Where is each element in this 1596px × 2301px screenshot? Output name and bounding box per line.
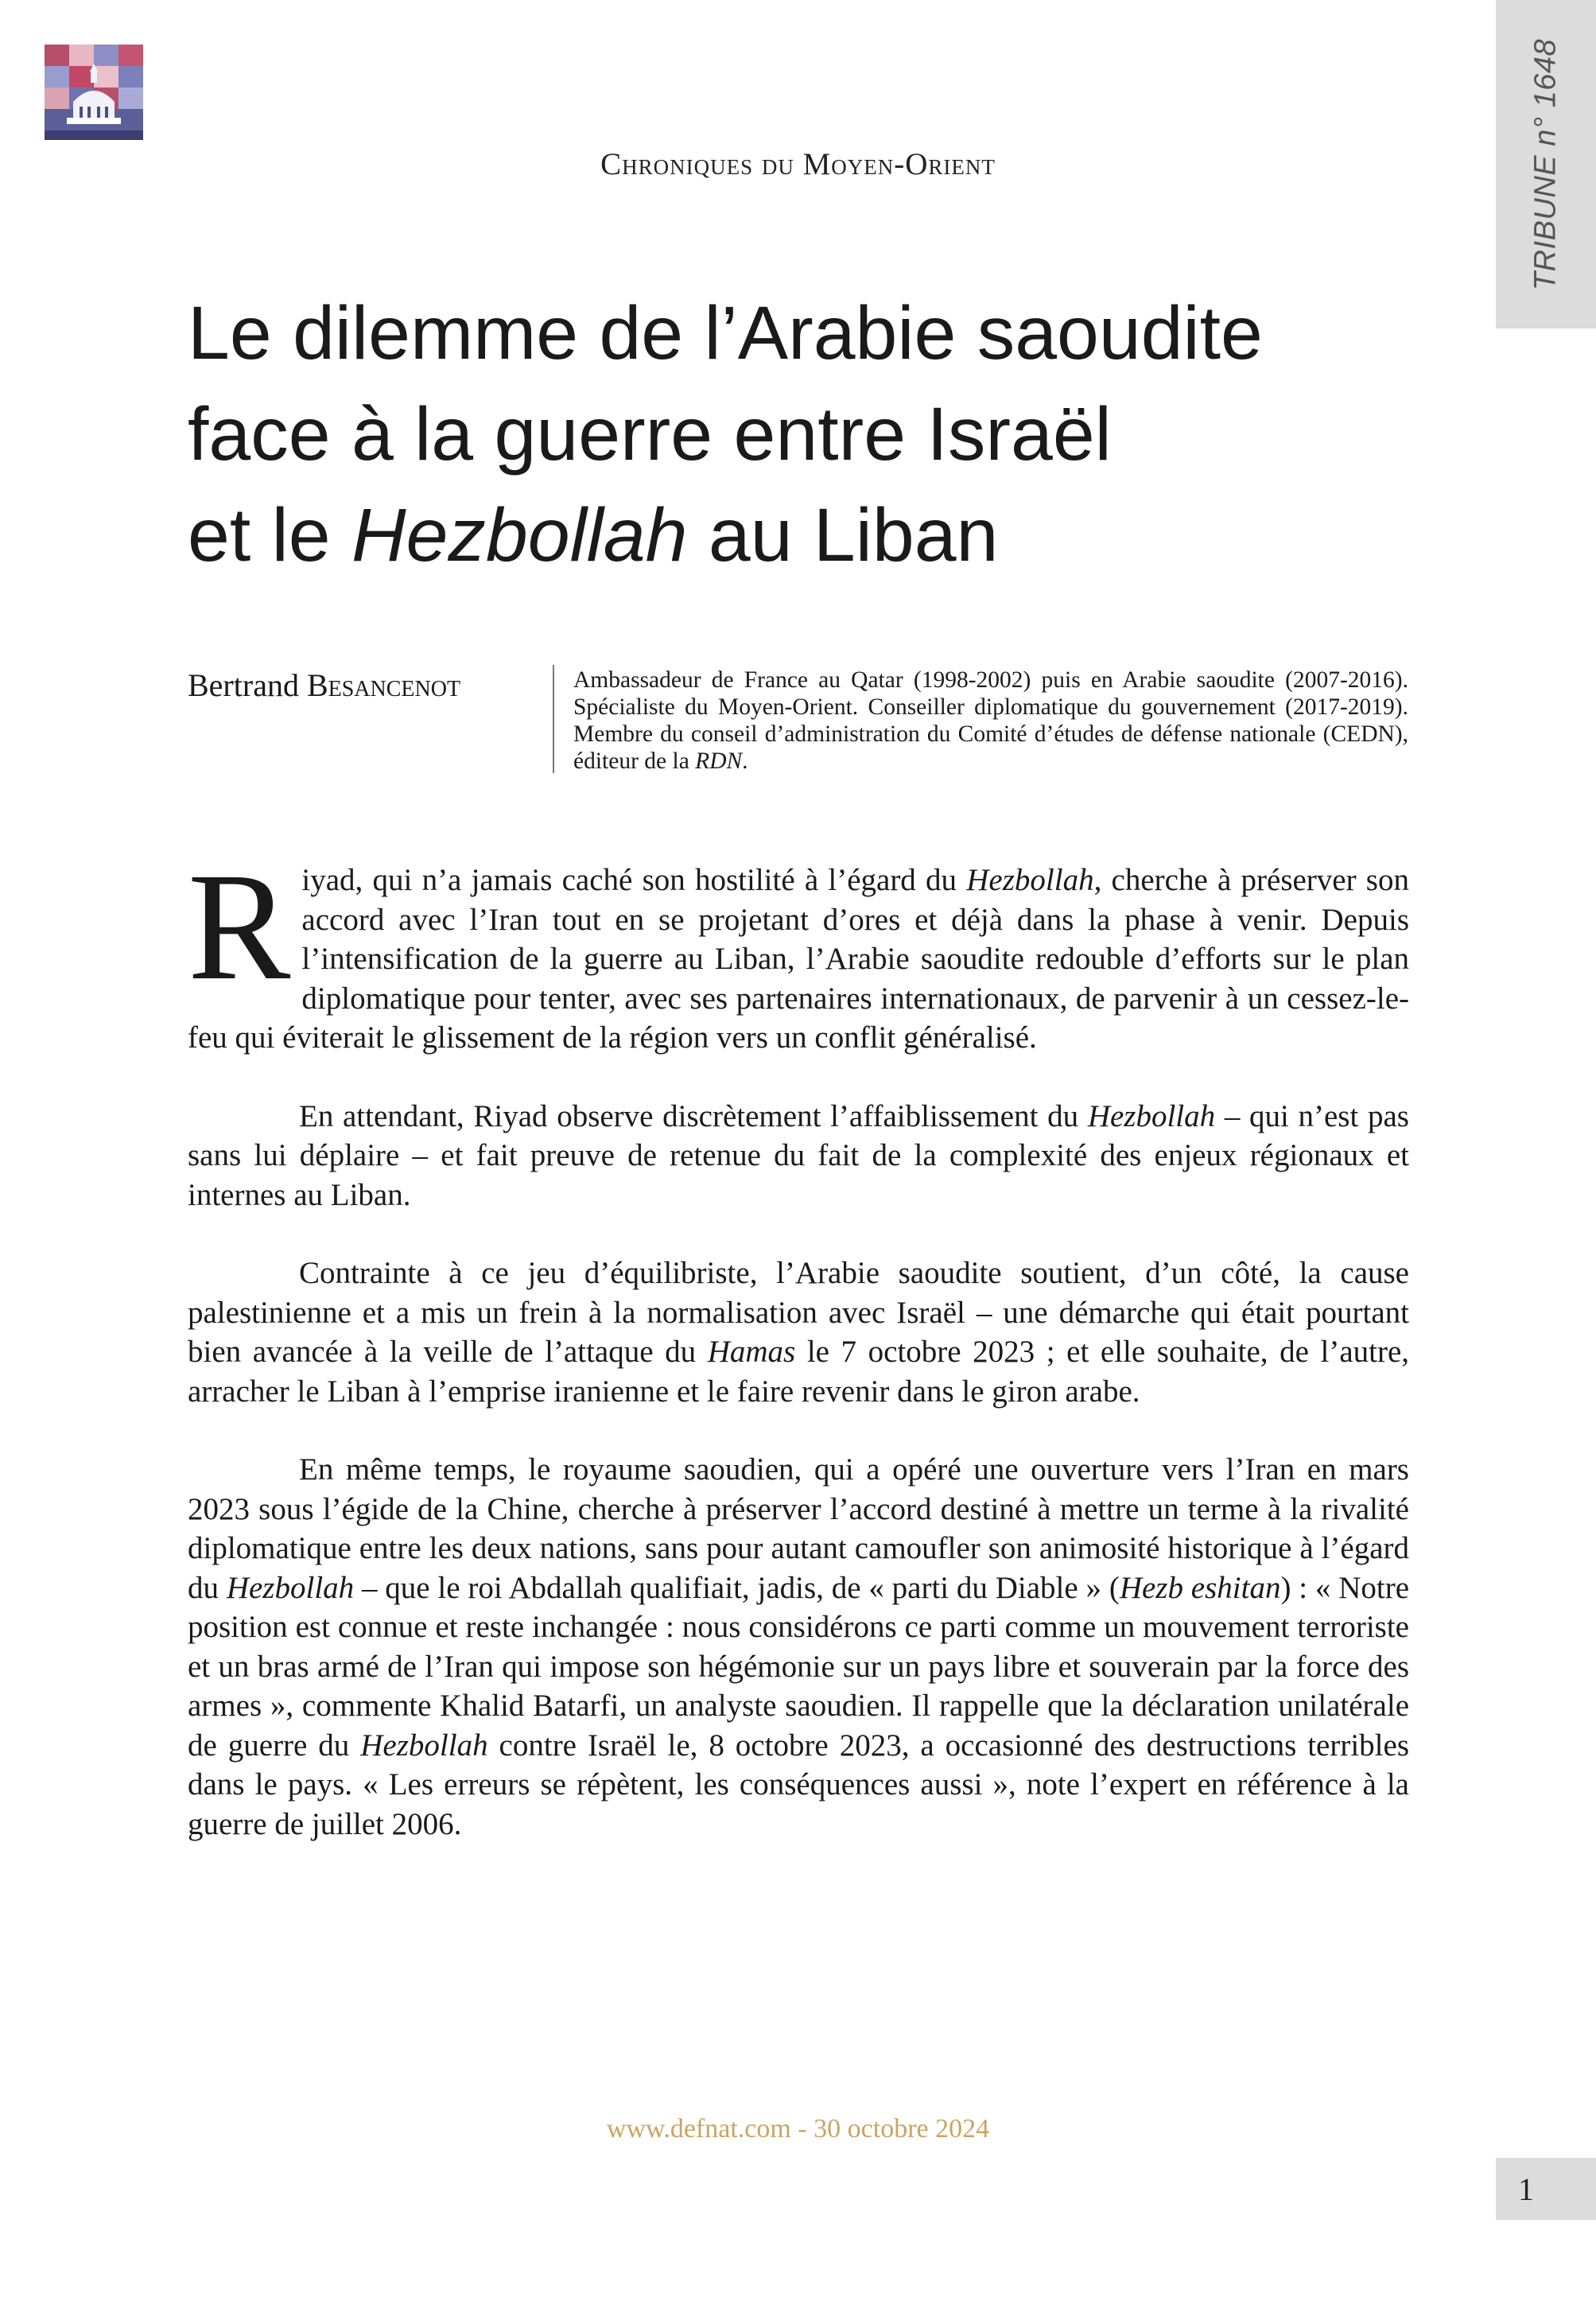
title-line-3 [188,485,1428,586]
author-bio [573,667,1408,775]
author-divider [553,665,554,773]
author-name [188,667,460,704]
p1-italic-1: Hezbollah [966,863,1094,897]
institution-building-logo-icon [45,45,143,140]
drop-cap: R [188,841,291,1012]
page-number: 1 [1518,2171,1534,2207]
p4-italic-3: Hezbollah [360,1728,488,1763]
paragraph-4 [188,1450,1409,1844]
tribune-number: TRIBUNE n° 1648 [1528,38,1563,290]
series-heading: Chroniques du Moyen-Orient [600,147,996,181]
publication-logo [45,45,143,140]
p3-text-2: le 7 octobre 2023 ; et elle souhaite, de l’autre, arracher le Liban à l’emprise iranienne et le faire revenir dans le giron arabe. [188,1335,1410,1409]
paragraph-2 [188,1097,1409,1215]
paragraph-1 [188,841,1409,1058]
p2-text-2: – qui n’est pas sans lui déplaire – et fait preuve de retenue du fait de la complexité des enjeux régionaux et internes au Liban. [188,1098,1409,1212]
title-line-3-end: au Liban [687,493,999,577]
p4-italic-1: Hezbollah [226,1570,355,1605]
paragraph-3 [188,1254,1409,1411]
title-line-2: face à la guerre entre Israël [188,392,1112,476]
bio-end: . [742,748,748,774]
author-first-name: Bertrand [188,667,299,703]
p1-text-2: , cherche à préserver son accord avec l’Iran tout en se projetant d’ores et déjà dans la phase à venir. Depuis l’intensification de la guerre au Liban, l’Arabie saoudite redouble d’efforts sur le plan diplomatique pour tenter, avec ses partenaires internationaux, de parvenir à un cessez-le-feu qui éviterait le glissement de la région vers un conflit généralisé. [188,863,1409,1055]
p4-text-3: ) : « Notre position est connue et reste inchangée : nous considérons ce parti comme un mouvement terroriste et un bras armé de l’Iran qui impose son hégémonie sur un pays libre et souverain par la force des armes », commente Khalid Batarfi, un analyste saoudien. Il rappelle que la déclaration unilatérale de guerre du [188,1570,1410,1763]
article-body [188,841,1410,1844]
p4-text-2: – que le roi Abdallah qualifiait, jadis, de « parti du Diable » ( [354,1570,1120,1605]
p3-italic-1: Hamas [707,1335,796,1369]
bio-text: Ambassadeur de France au Qatar (1998-2002) puis en Arabie saoudite (2007-2016). Spécialiste du Moyen-Orient. Conseiller diplomatique du gouvernement (2017-2019). Membre du conseil d’administration du Comité d’études de défense nationale (CEDN), éditeur de la [573,667,1408,774]
article-title [188,283,1428,586]
p4-text-1: En même temps, le royaume saoudien, qui a opéré une ouverture vers l’Iran en mars 2023 sous l’égide de la Chine, cherche à préserver l’accord destiné à mettre un terme à la rivalité diplomatique entre les deux nations, sans pour autant camoufler son animosité historique à l’égard du [188,1452,1409,1605]
title-italic-word: Hezbollah [351,493,688,577]
author-last-name: Besancenot [306,667,461,703]
p2-italic-1: Hezbollah [1087,1098,1216,1133]
title-line-1: Le dilemme de l’Arabie saoudite [188,291,1263,375]
bio-italic: RDN [695,748,743,774]
p4-text-4: contre Israël le, 8 octobre 2023, a occasionné des destructions terribles dans le pays. « Les erreurs se répètent, les conséquences aussi », note l’expert en référence à la guerre de juillet 2006. [188,1728,1410,1841]
p2-text-1: En attendant, Riyad observe discrètement l’affaiblissement du [299,1098,1088,1133]
footer-url-date: www.defnat.com - 30 octobre 2024 [606,2114,990,2144]
p4-italic-2: Hezb eshitan [1119,1570,1281,1605]
page-number-tab [1496,2158,1596,2220]
p1-text-1: iyad, qui n’a jamais caché son hostilité à l’égard du [301,863,967,897]
p3-text-1: Contrainte à ce jeu d’équilibriste, l’Arabie saoudite soutient, d’un côté, la cause palestinienne et a mis un frein à la normalisation avec Israël – une démarche qui était pourtant bien avancée à la veille de l’attaque du [188,1256,1409,1369]
title-line-3-start: et le [188,493,351,577]
